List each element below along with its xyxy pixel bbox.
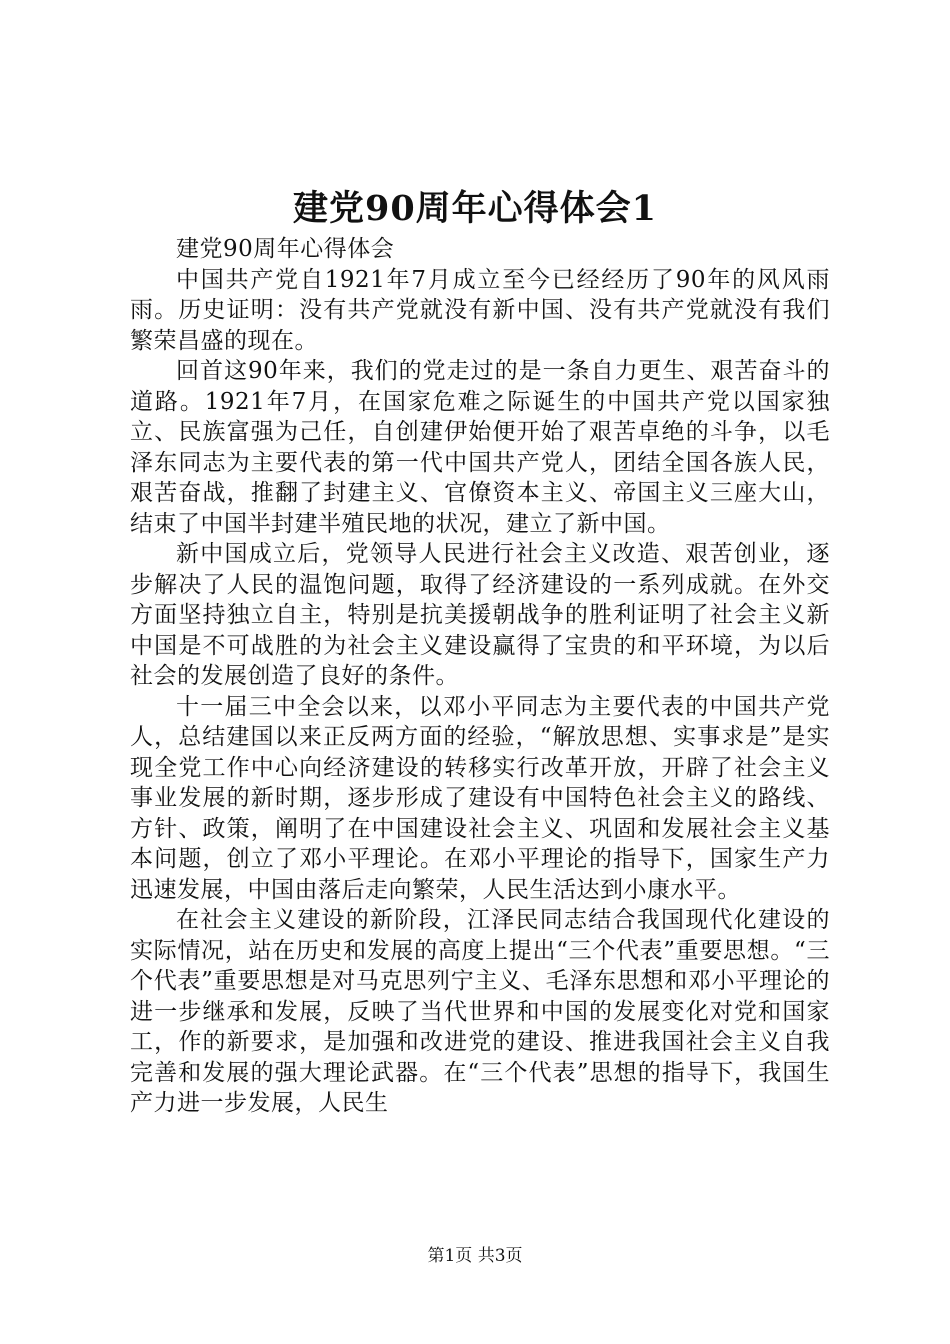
paragraph-1: 中国共产党自1921年7月成立至今已经经历了90年的风风雨雨。历史证明：没有共产党就没有新中国、没有共产党就没有我们繁荣昌盛的现在。 — [130, 266, 830, 354]
paragraph-subtitle: 建党90周年心得体会 — [176, 236, 395, 262]
document-title: 建党90周年心得体会1 — [292, 188, 658, 229]
document-body — [130, 234, 830, 1119]
paragraph-3: 新中国成立后，党领导人民进行社会主义改造、艰苦创业，逐步解决了人民的温饱问题，取得了经济建设的一系列成就。在外交方面坚持独立自主，特别是抗美援朝战争的胜利证明了社会主义新中国是不可战胜的为社会主义建设赢得了宝贵的和平环境，为以后社会的发展创造了良好的条件。 — [130, 541, 830, 689]
paragraph-5: 在社会主义建设的新阶段，江泽民同志结合我国现代化建设的实际情况，站在历史和发展的高度上提出“三个代表”重要思想。“三个代表”重要思想是对马克思列宁主义、毛泽东思想和邓小平理论的进一步继承和发展，反映了当代世界和中国的发展变化对党和国家工，作的新要求，是加强和改进党的建设、推进我国社会主义自我完善和发展的强大理论武器。在“三个代表”思想的指导下，我国生产力进一步发展，人民生 — [130, 907, 830, 1116]
paragraph-2: 回首这90年来，我们的党走过的是一条自力更生、艰苦奋斗的道路。1921年7月，在国家危难之际诞生的中国共产党以国家独立、民族富强为己任，自创建伊始便开始了艰苦卓绝的斗争，以毛泽东同志为主要代表的第一代中国共产党人，团结全国各族人民，艰苦奋战，推翻了封建主义、官僚资本主义、帝国主义三座大山，结束了中国半封建半殖民地的状况，建立了新中国。 — [130, 358, 830, 537]
paragraph-4: 十一届三中全会以来，以邓小平同志为主要代表的中国共产党人，总结建国以来正反两方面的经验，“解放思想、实事求是”是实现全党工作中心向经济建设的转移实行改革开放，开辟了社会主义事业发展的新时期，逐步形成了建设有中国特色社会主义的路线、方针、政策，阐明了在中国建设社会主义、巩固和发展社会主义基本问题，创立了邓小平理论。在邓小平理论的指导下，国家生产力迅速发展，中国由落后走向繁荣，人民生活达到小康水平。 — [130, 693, 830, 903]
page-footer: 第1页 共3页 — [427, 1246, 523, 1266]
